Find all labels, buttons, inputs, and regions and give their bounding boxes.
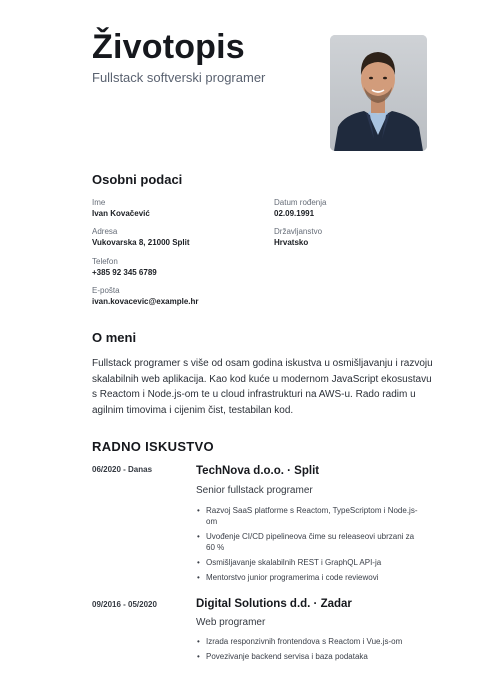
job-company: Digital Solutions d.d. · Zadar <box>196 598 352 610</box>
personal-heading: Osobni podaci <box>92 172 183 187</box>
about-heading: O meni <box>92 330 137 345</box>
field-value: Ivan Kovačević <box>92 209 150 218</box>
field-label: E-pošta <box>92 286 120 295</box>
job-role: Web programer <box>196 617 266 628</box>
list-item: • Izrada responzivnih frontendova s Reactom i Vue.js-om <box>196 636 421 647</box>
experience-heading: RADNO ISKUSTVO <box>92 439 214 454</box>
field-label: Ime <box>92 198 106 207</box>
field-birthdate <box>274 198 326 219</box>
job-bullet-list <box>196 636 421 666</box>
list-item: • Uvođenje CI/CD pipelineova čime su releaseovi ubrzani za 60 % <box>196 531 421 553</box>
field-label: Državljanstvo <box>274 227 323 236</box>
job-bullet-list <box>196 505 421 587</box>
field-address <box>92 227 190 248</box>
field-value: ivan.kovacevic@example.hr <box>92 297 199 306</box>
job-role: Senior fullstack programer <box>196 485 313 496</box>
job-dates: 06/2020 - Danas <box>92 465 153 474</box>
field-phone <box>92 257 157 278</box>
list-item: • Mentorstvo junior programerima i code reviewovi <box>196 572 421 583</box>
job-company: TechNova d.o.o. · Split <box>196 465 320 477</box>
field-citizenship <box>274 227 322 248</box>
profile-photo <box>330 35 427 151</box>
field-value: +385 92 345 6789 <box>92 268 157 277</box>
list-item: • Osmišljavanje skalabilnih REST i GraphQL API-ja <box>196 557 421 568</box>
field-name <box>92 198 150 219</box>
page-subtitle: Fullstack softverski programer <box>92 70 266 85</box>
field-email <box>92 286 199 307</box>
list-item: • Povezivanje backend servisa i baza podataka <box>196 651 421 662</box>
job-dates: 09/2016 - 05/2020 <box>92 600 157 609</box>
field-value: 02.09.1991 <box>274 209 315 218</box>
about-text: Fullstack programer s više od osam godina iskustva u osmišljavanju i razvoju skalabilnih web aplikacija. Kao kod kuće u modernom JavaScript ekosustavu s Reactom i Node.js-om te u cloud infrastrukturi na AWS-u. Rado radim u agilnim timovima i cijenim čist, testabilan kod. <box>92 358 433 416</box>
field-value: Vukovarska 8, 21000 Split <box>92 238 190 247</box>
field-label: Adresa <box>92 227 118 236</box>
field-label: Telefon <box>92 257 118 266</box>
field-value: Hrvatsko <box>274 238 309 247</box>
page-title: Životopis <box>92 28 245 66</box>
field-label: Datum rođenja <box>274 198 327 207</box>
list-item: • Razvoj SaaS platforme s Reactom, TypeScriptom i Node.js-om <box>196 505 421 527</box>
